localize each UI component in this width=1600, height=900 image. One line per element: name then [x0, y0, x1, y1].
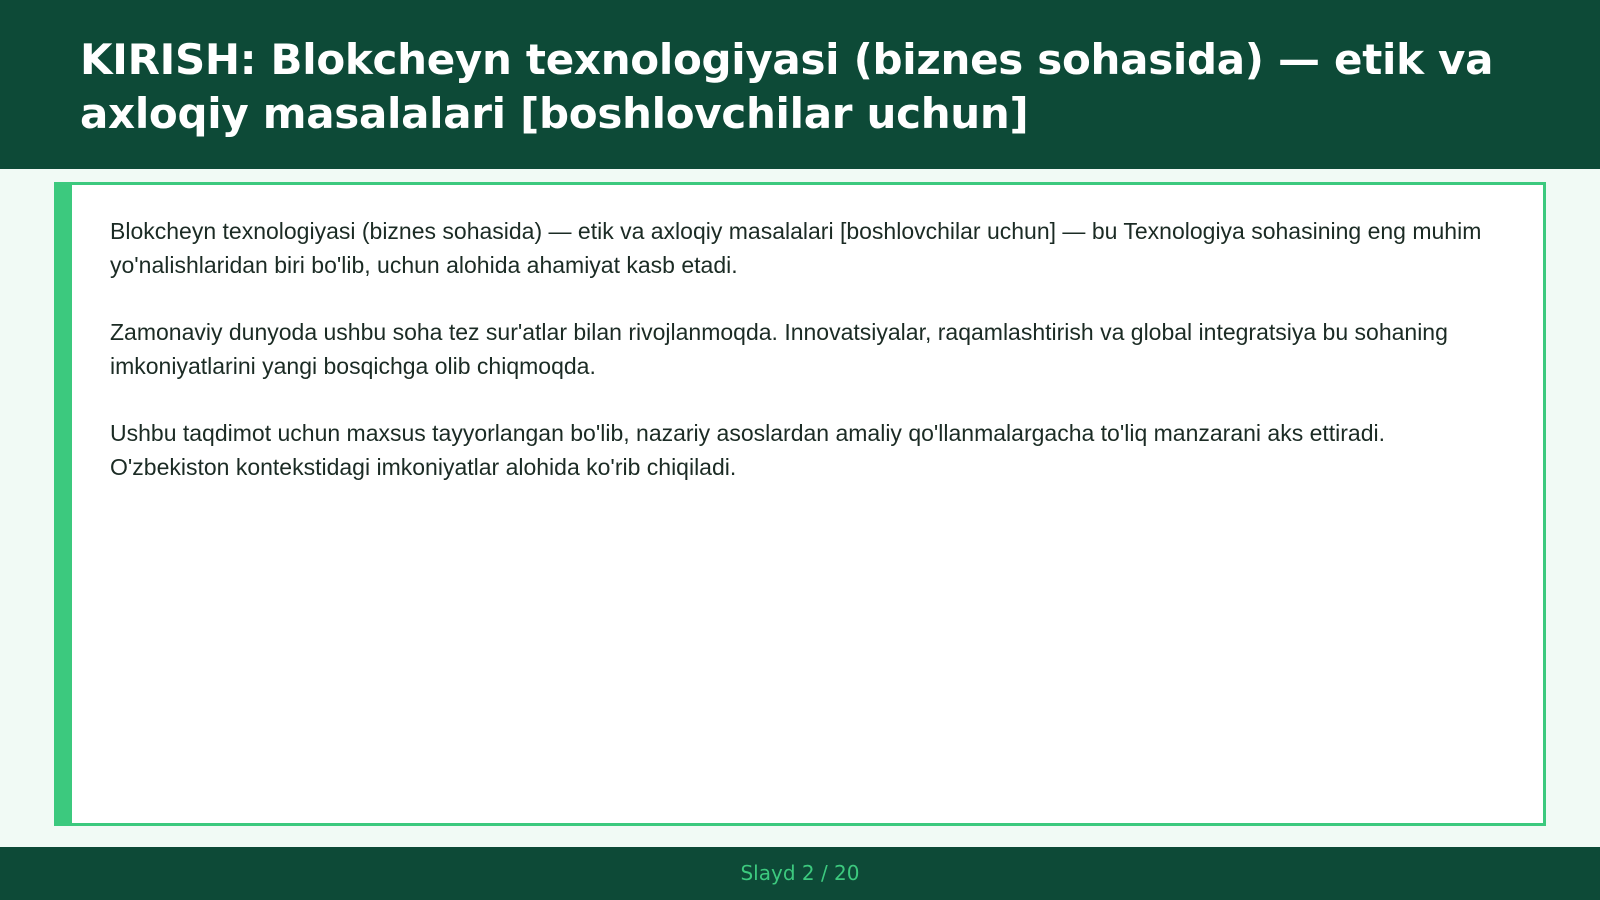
slide-footer: [0, 847, 1600, 900]
content-box: [54, 182, 1546, 826]
slide-counter: Slayd 2 / 20: [740, 861, 860, 885]
slide-title: KIRISH: Blokcheyn texnologiyasi (biznes sohasida) — etik va axloqiy masalalari [boshlovchilar uchun]: [80, 35, 1494, 138]
purpose-paragraph: Ushbu taqdimot uchun maxsus tayyorlangan bo'lib, nazariy asoslardan amaliy qo'llanmalargacha to'liq manzarani aks ettiradi. O'zbekiston kontekstidagi imkoniyatlar alohida ko'rib chiqiladi.: [110, 420, 1386, 480]
intro-paragraph: Blokcheyn texnologiyasi (biznes sohasida) — etik va axloqiy masalalari [boshlovchilar uchun] — bu Texnologiya sohasining eng muhim yo'nalishlaridan biri bo'lib, uchun alohida ahamiyat kasb etadi.: [110, 218, 1482, 278]
slide-header: [0, 0, 1600, 169]
context-paragraph: Zamonaviy dunyoda ushbu soha tez sur'atlar bilan rivojlanmoqda. Innovatsiyalar, raqamlashtirish va global integratsiya bu sohaning imkoniyatlarini yangi bosqichga olib chiqmoqda.: [110, 319, 1448, 379]
